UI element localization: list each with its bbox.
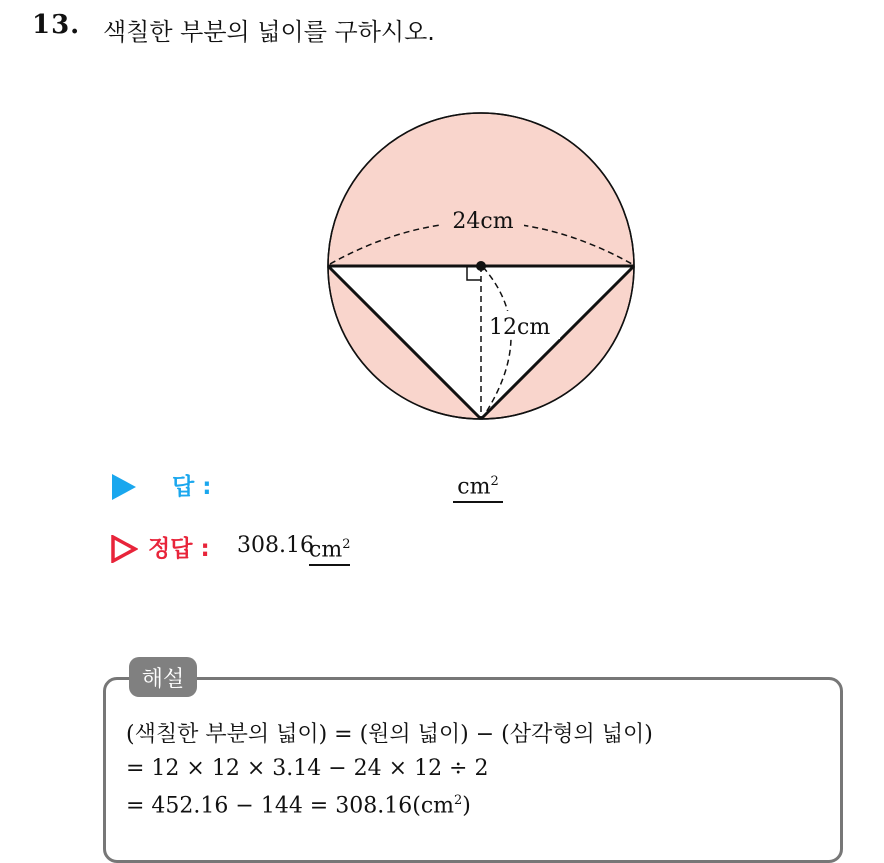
question-number: 13. xyxy=(32,10,81,40)
question-text: 색칠한 부분의 넓이를 구하시오. xyxy=(103,18,435,46)
answer-unit-blank[interactable] xyxy=(453,470,503,503)
correct-answer-row xyxy=(110,530,510,566)
red-outline-triangle-icon xyxy=(110,535,138,563)
answer-row xyxy=(112,468,532,504)
correct-unit: cm xyxy=(309,537,343,563)
blue-filled-triangle-icon xyxy=(112,474,136,500)
solution-line-3 xyxy=(126,793,471,818)
correct-value: 308.16 xyxy=(237,533,314,558)
radius-label: 12cm xyxy=(489,315,551,340)
solution-line-2: = 12 × 12 × 3.14 − 24 × 12 ÷ 2 xyxy=(126,756,489,781)
correct-label: 정답 : xyxy=(148,536,210,562)
solution-line-3-unit: cm xyxy=(420,793,454,819)
answer-unit-exponent: 2 xyxy=(490,474,499,489)
answer-unit: cm xyxy=(457,474,491,500)
solution-line-3-exponent: 2 xyxy=(454,793,463,808)
solution-line-3-main: = 452.16 − 144 = 308.16( xyxy=(126,793,421,819)
diameter-label: 24cm xyxy=(452,209,514,234)
correct-unit-wrapper xyxy=(309,533,350,566)
center-dot xyxy=(476,261,486,271)
solution-line-1: (색칠한 부분의 넓이) = (원의 넓이) − (삼각형의 넓이) xyxy=(126,722,653,747)
solution-tag: 해설 xyxy=(129,657,197,697)
correct-unit-exponent: 2 xyxy=(342,537,351,552)
answer-label: 답 : xyxy=(172,474,212,500)
circle-figure xyxy=(320,110,644,430)
solution-line-3-close: ) xyxy=(462,793,471,819)
